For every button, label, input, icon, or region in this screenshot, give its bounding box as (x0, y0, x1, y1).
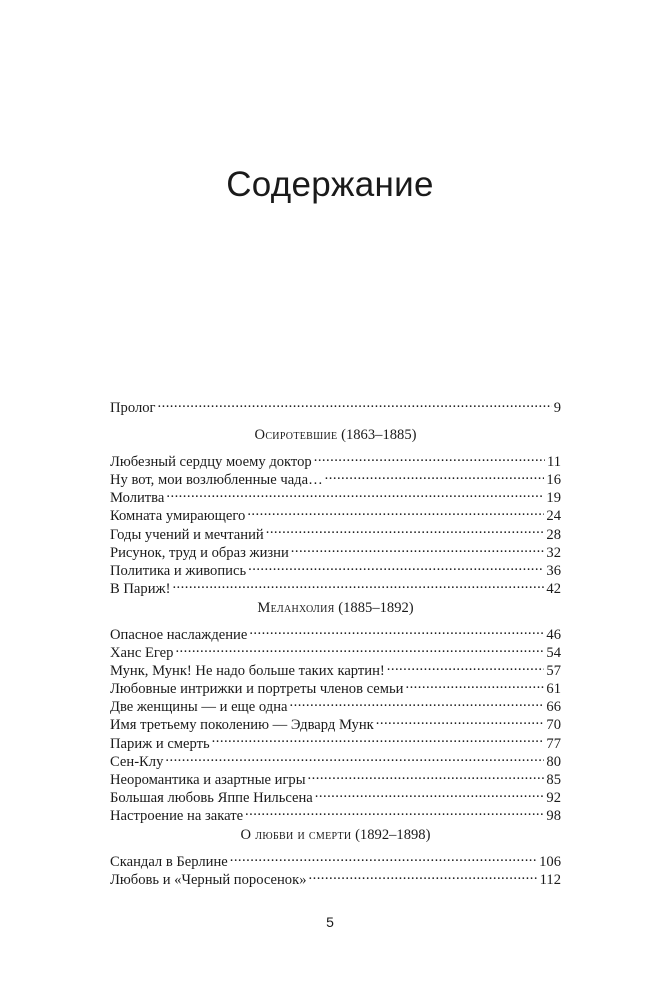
dot-leader (247, 502, 544, 520)
toc-entry (110, 639, 561, 662)
toc-entry-title: Комната умирающего (110, 508, 246, 525)
toc-entry-page: 46 (546, 626, 561, 643)
toc-entry-page: 32 (546, 544, 561, 561)
toc-entry-page: 92 (546, 789, 561, 806)
toc-entry-title: Пролог (110, 400, 156, 417)
dot-leader (165, 748, 544, 766)
dot-leader (230, 848, 537, 866)
part-heading (110, 826, 561, 844)
toc-entry-title: Две женщины — и еще одна (110, 699, 288, 716)
page-title: Содержание (226, 165, 434, 204)
toc-parts (110, 426, 561, 889)
dot-leader (158, 394, 552, 412)
dot-leader (405, 675, 544, 693)
dot-leader (290, 693, 545, 711)
toc-entry-page: 24 (546, 508, 561, 525)
toc-entry-title: Ханс Егер (110, 645, 174, 662)
dot-leader (315, 784, 545, 802)
toc-entry (110, 766, 561, 788)
toc-entry (110, 448, 561, 471)
toc-entry-title: Скандал в Берлине (110, 853, 228, 870)
dot-leader (212, 729, 545, 747)
toc-entry-page: 61 (546, 681, 561, 698)
dot-leader (175, 639, 544, 657)
toc-entry-title: Неоромантика и азартные игры (110, 771, 306, 788)
toc-entry-title: Имя третьему поколению — Эдвард Мунк (110, 717, 374, 734)
toc-entry-page: 57 (546, 663, 561, 680)
toc-entry-title: В Париж! (110, 580, 171, 597)
toc-entry-title: Любовь и «Черный поросенок» (110, 872, 307, 889)
toc-entry-prologue (110, 394, 561, 417)
toc-entry-page: 28 (546, 526, 561, 543)
part-name: О любви и смерти (240, 826, 352, 843)
dot-leader (309, 866, 538, 884)
toc-entry-title: Молитва (110, 490, 165, 507)
dot-leader (314, 448, 545, 466)
toc-entry-title: Опасное наслаждение (110, 626, 248, 643)
toc-entry-title: Рисунок, труд и образ жизни (110, 544, 289, 561)
toc-entry-title: Париж и смерть (110, 735, 210, 752)
part-years: (1885–1892) (338, 599, 414, 616)
table-of-contents (110, 394, 561, 889)
toc-entry-page: 66 (546, 699, 561, 716)
toc-entry-title: Ну вот, мои возлюбленные чада… (110, 472, 323, 489)
page-number: 5 (326, 914, 334, 930)
toc-entry-title: Мунк, Мунк! Не надо больше таких картин! (110, 663, 385, 680)
toc-entry (110, 657, 561, 680)
part-name: Меланхолия (257, 599, 335, 616)
dot-leader (248, 557, 544, 575)
toc-entry-page: 19 (546, 490, 561, 507)
toc-entry-page: 112 (539, 872, 561, 889)
toc-entry-page: 98 (546, 807, 561, 824)
toc-entry-page: 80 (546, 753, 561, 770)
toc-entry (110, 502, 561, 525)
toc-entry-title: Любезный сердцу моему доктор (110, 454, 312, 471)
part-years: (1863–1885) (341, 427, 417, 444)
toc-entry (110, 575, 561, 597)
dot-leader (376, 711, 545, 729)
toc-entry-page: 54 (546, 645, 561, 662)
dot-leader (249, 621, 544, 639)
toc-entry-title: Настроение на закате (110, 807, 244, 824)
toc-entry (110, 621, 561, 643)
part-heading (110, 599, 561, 617)
part-heading (110, 426, 561, 444)
toc-entry-title: Большая любовь Яппе Нильсена (110, 789, 313, 806)
toc-entry-title: Любовные интрижки и портреты членов семьи (110, 681, 404, 698)
dot-leader (166, 484, 544, 502)
part-name: Осиротевшие (254, 427, 338, 444)
toc-entry (110, 748, 561, 770)
toc-entry-page: 16 (546, 472, 561, 489)
dot-leader (245, 802, 544, 820)
dot-leader (172, 575, 544, 593)
dot-leader (325, 466, 545, 484)
dot-leader (266, 520, 545, 538)
toc-entry (110, 484, 561, 507)
part-years: (1892–1898) (355, 826, 431, 843)
toc-entry-page: 77 (546, 735, 561, 752)
toc-entry-title: Сен-Клу (110, 753, 164, 770)
toc-entry-page: 70 (546, 717, 561, 734)
toc-entry-title: Годы учений и мечтаний (110, 526, 264, 543)
toc-entry-page: 42 (546, 580, 561, 597)
dot-leader (291, 539, 545, 557)
dot-leader (387, 657, 545, 675)
toc-entry-page: 36 (546, 562, 561, 579)
toc-entry-page: 9 (553, 400, 561, 417)
toc-entry-page: 106 (539, 853, 561, 870)
toc-entry (110, 848, 561, 870)
toc-entry-page: 11 (546, 454, 561, 471)
toc-entry-page: 85 (546, 771, 561, 788)
toc-entry-title: Политика и живопись (110, 562, 247, 579)
dot-leader (308, 766, 545, 784)
